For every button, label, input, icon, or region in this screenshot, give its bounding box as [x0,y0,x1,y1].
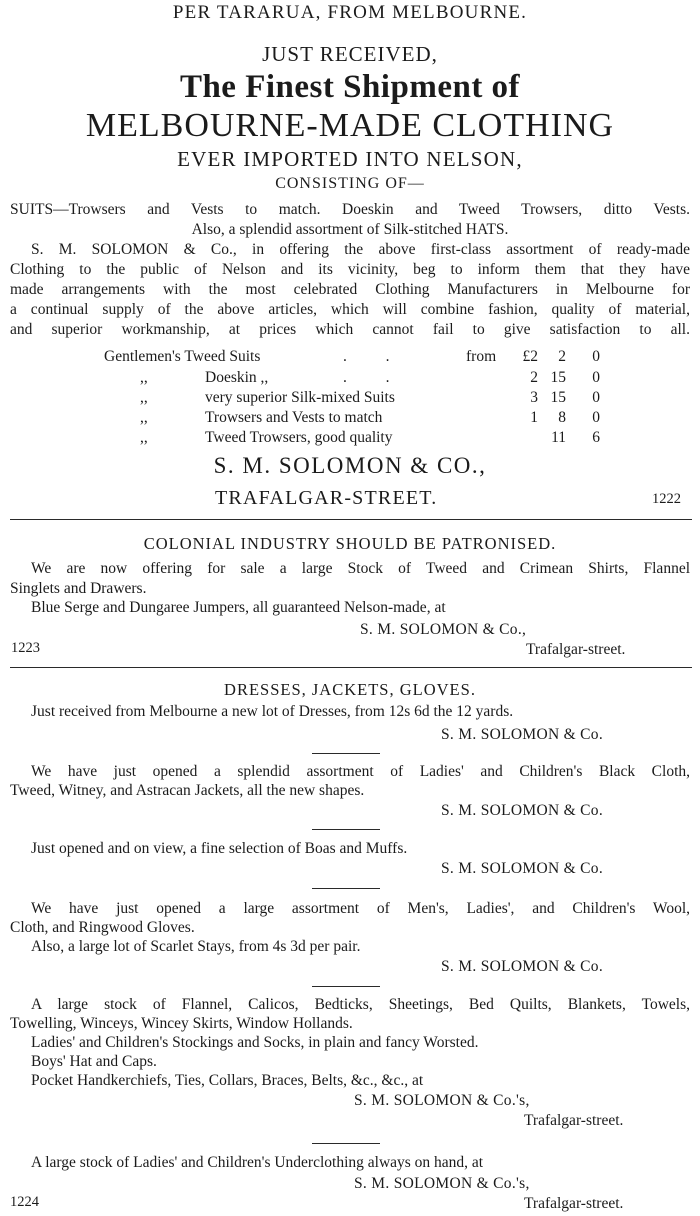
notice-line: Just opened and on view, a fine selection of Boas and Muffs. [31,840,408,857]
notice-line: Cloth, and Ringwood Gloves. [10,919,195,936]
ditto-mark: ,, [140,429,148,446]
melbourne-made-heading: MELBOURNE-MADE CLOTHING [85,107,615,144]
firm-signature: S. M. SOLOMON & Co. [441,802,604,819]
ship-line: PER TARARUA, FROM MELBOURNE. [172,2,528,23]
price-shillings: 2 [558,348,566,365]
firm-signature: S. M. SOLOMON & Co., [360,621,527,638]
finest-shipment-heading: The Finest Shipment of [179,69,521,105]
separator-rule [312,829,380,830]
notice-line: We have just opened a splendid assortment of Ladies' and Children's Black Cloth, [31,763,690,780]
consisting-line: CONSISTING OF— [275,175,425,192]
price-item: Doeskin ,, [205,369,269,386]
ditto-mark: ,, [140,409,148,426]
notice-line: Just received from Melbourne a new lot of Dresses, from 12s 6d the 12 yards. [31,703,514,720]
price-item: very superior Silk-mixed Suits [205,389,395,406]
suits-line: SUITS—Trowsers and Vests to match. Doeskin and Tweed Trowsers, ditto Vests. [10,201,690,218]
ad2-line: Blue Serge and Dungaree Jumpers, all guaranteed Nelson-made, at [31,599,446,616]
ad-melbourne-clothing [0,0,700,518]
ad2-line: We are now offering for sale a large Stock of Tweed and Crimean Shirts, Flannel [31,560,690,577]
notice-line: A large stock of Flannel, Calicos, Bedticks, Sheetings, Bed Quilts, Blankets, Towels, [31,996,690,1013]
notice-line: We have just opened a large assortment of Men's, Ladies', and Children's Wool, [31,900,690,917]
price-shillings: 8 [558,409,566,426]
firm-signature: S. M. SOLOMON & Co.'s, [354,1175,530,1192]
body-line: a continual supply of the above articles, which will combine fashion, quality of material, [10,301,690,318]
ever-imported-heading: EVER IMPORTED INTO NELSON, [177,147,523,171]
notice-line: Also, a large lot of Scarlet Stays, from 4s 3d per pair. [31,938,361,955]
just-received-heading: JUST RECEIVED, [262,42,438,66]
price-dots: . . [343,369,390,386]
street-signature: Trafalgar-street. [526,641,626,658]
separator-rule [312,888,380,889]
separator-rule [312,986,380,987]
notice-line: Ladies' and Children's Stockings and Socks, in plain and fancy Worsted. [31,1034,479,1051]
address-heading: TRAFALGAR-STREET. [215,487,438,509]
body-line: Clothing to the public of Nelson and its vicinity, beg to inform them that they have [10,261,690,278]
firm-signature: S. M. SOLOMON & Co.'s, [354,1092,530,1109]
price-pence: 0 [592,348,600,365]
price-from: from [466,348,497,365]
hats-line: Also, a splendid assortment of Silk-stitched HATS. [191,221,509,238]
body-line: S. M. SOLOMON & Co., in offering the above first-class assortment of ready-made [31,241,690,258]
notice-line: Tweed, Witney, and Astracan Jackets, all the new shapes. [10,782,365,799]
ad3-heading: DRESSES, JACKETS, GLOVES. [224,680,476,699]
ditto-mark: ,, [140,389,148,406]
firm-name-heading: S. M. SOLOMON & CO., [213,453,487,478]
ad-number: 1223 [11,640,40,656]
notice-line: Boys' Hat and Caps. [31,1053,157,1070]
ad-number: 1224 [10,1194,39,1210]
separator-rule [312,1143,380,1144]
price-pence: 6 [592,429,600,446]
price-item: Tweed Trowsers, good quality [205,429,393,446]
ad2-heading: COLONIAL INDUSTRY SHOULD BE PATRONISED. [143,534,557,553]
ad-colonial-industry [0,520,700,665]
price-pence: 0 [592,409,600,426]
separator-rule [312,753,380,754]
price-shillings: 11 [551,429,566,446]
street-signature: Trafalgar-street. [524,1195,624,1212]
price-dots: . . [343,348,390,365]
notice-line: A large stock of Ladies' and Children's Underclothing always on hand, at [31,1154,484,1171]
ditto-mark: ,, [140,369,148,386]
price-pounds: 1 [530,409,538,426]
price-shillings: 15 [550,389,566,406]
price-item: Gentlemen's Tweed Suits [104,348,261,365]
price-pounds: 3 [530,389,538,406]
ad2-line: Singlets and Drawers. [10,580,147,597]
ad-number: 1222 [652,491,681,507]
ad-dresses-jackets-gloves [0,668,700,1216]
price-item: Trowsers and Vests to match [205,409,383,426]
price-pounds: 2 [530,369,538,386]
firm-signature: S. M. SOLOMON & Co. [441,726,604,743]
price-shillings: 15 [550,369,566,386]
street-signature: Trafalgar-street. [524,1112,624,1129]
price-pence: 0 [592,389,600,406]
notice-line: Pocket Handkerchiefs, Ties, Collars, Braces, Belts, &c., &c., at [31,1072,424,1089]
firm-signature: S. M. SOLOMON & Co. [441,958,604,975]
price-pounds: £2 [522,348,538,365]
price-pence: 0 [592,369,600,386]
body-line: made arrangements with the most celebrated Clothing Manufacturers in Melbourne for [10,281,690,298]
firm-signature: S. M. SOLOMON & Co. [441,860,604,877]
body-line: and superior workmanship, at prices which cannot fail to give satisfaction to all. [10,321,690,338]
notice-line: Towelling, Winceys, Wincey Skirts, Window Hollands. [10,1015,353,1032]
